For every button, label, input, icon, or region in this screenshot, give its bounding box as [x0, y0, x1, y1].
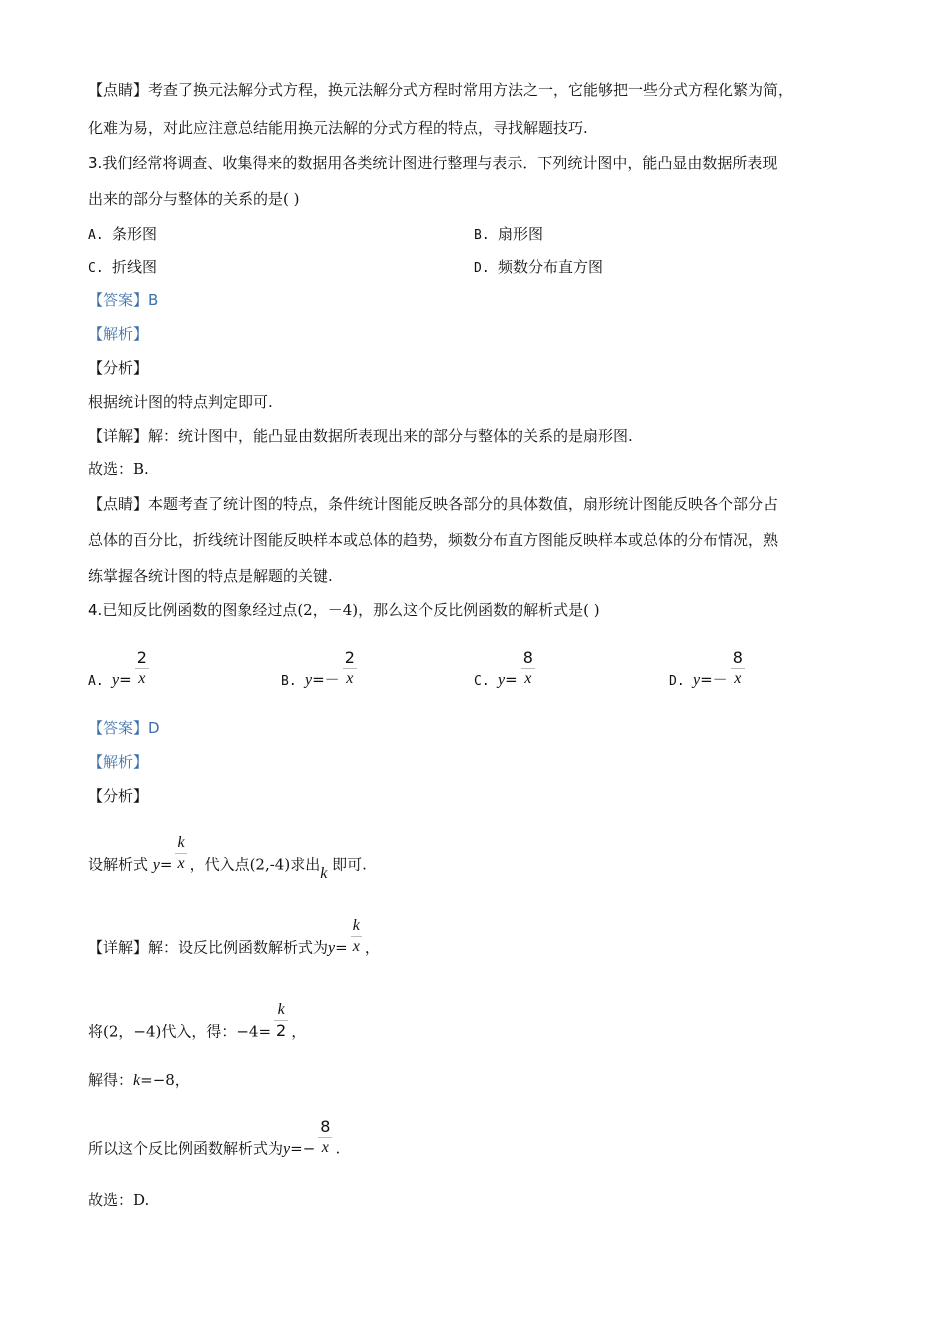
fraction: $\frac{2}{x}$: [344, 648, 355, 687]
fraction: $\frac{k}{x}$: [177, 834, 185, 872]
answer-value: D: [148, 719, 160, 737]
option-c: C. 折线图: [88, 258, 158, 276]
dianjing-tag: 【点睛】: [88, 495, 149, 513]
fraction: $\frac{8}{x}$: [320, 1117, 331, 1156]
fraction: $\frac{k}{x}$: [352, 917, 360, 955]
option-b: B. 扇形图: [474, 225, 544, 243]
choose-line: 故选：D.: [88, 1191, 150, 1209]
option-d: D. 频数分布直方图: [474, 258, 604, 276]
solve-line: 解得：k=−8，: [88, 1071, 190, 1089]
answer-line: [88, 718, 160, 738]
question-3-stem-line-2: 出来的部分与整体的关系的是( ): [88, 190, 300, 208]
jiexi-tag: 【解析】: [88, 753, 149, 771]
fraction: $\frac{2}{x}$: [136, 648, 147, 687]
option-a: A. y= $\frac{2}{x}$: [88, 648, 147, 689]
fenxi-text: 设解析式 y= $\frac{k}{x}$ ，代入点(2,-4)求出k 即可.: [88, 834, 367, 882]
dianjing-line-1: 【点睛】考查了换元法解分式方程，换元法解分式方程时常用方法之一，它能够把一些分式方程化繁为简，: [88, 81, 794, 99]
detail-line: 【详解】解：设反比例函数解析式为y= $\frac{k}{x}$ ，: [88, 917, 380, 957]
fenxi-tag: 【分析】: [88, 787, 149, 805]
dianjing-3-line-1: 【点睛】本题考查了统计图的特点，条件统计图能反映各部分的具体数值，扇形统计图能反映各个部分占: [88, 495, 779, 513]
fenxi-text: 根据统计图的特点判定即可.: [88, 393, 273, 411]
detail-line: 【详解】解：统计图中，能凸显由数据所表现出来的部分与整体的关系的是扇形图.: [88, 427, 633, 445]
dianjing-3-line-3: 练掌握各统计图的特点是解题的关键.: [88, 567, 333, 585]
fenxi-tag: 【分析】: [88, 359, 149, 377]
detail-tag: 【详解】: [88, 938, 149, 957]
fraction: $\frac{8}{x}$: [732, 648, 743, 687]
answer-tag: 【答案】: [88, 291, 149, 309]
fraction: $\frac{8}{x}$: [522, 648, 533, 687]
question-4-stem: 4.已知反比例函数的图象经过点(2，－4)，那么这个反比例函数的解析式是( ): [88, 601, 600, 619]
option-a: A. 条形图: [88, 225, 158, 243]
substitute-line: 将(2，−4)代入，得：−4= $\frac{k}{2}$ ，: [88, 1001, 307, 1041]
jiexi-tag: 【解析】: [88, 325, 149, 343]
question-number: 3: [88, 154, 98, 172]
answer-line: [88, 290, 158, 310]
dianjing-line-2: 化难为易，对此应注意总结能用换元法解的分式方程的特点，寻找解题技巧.: [88, 119, 588, 137]
option-b: B. y=－ $\frac{2}{x}$: [281, 648, 355, 689]
dianjing-3-line-2: 总体的百分比，折线统计图能反映样本或总体的趋势，频数分布直方图能反映样本或总体的分布情况，熟: [88, 531, 779, 549]
detail-tag: 【详解】: [88, 427, 149, 445]
result-line: 所以这个反比例函数解析式为y=− $\frac{8}{x}$ .: [88, 1117, 341, 1158]
fraction: $\frac{k}{2}$: [276, 1001, 287, 1040]
option-d: D. y=－ $\frac{8}{x}$: [669, 648, 743, 689]
question-3-stem-line-1: 3.我们经常将调查、收集得来的数据用各类统计图进行整理与表示．下列统计图中，能凸显由数据所表现: [88, 154, 778, 172]
option-c: C. y= $\frac{8}{x}$: [474, 648, 533, 689]
choose-line: 故选：B.: [88, 460, 149, 478]
dianjing-tag: 【点睛】: [88, 81, 149, 99]
answer-value: B: [148, 291, 159, 309]
question-number: 4: [88, 601, 98, 619]
answer-tag: 【答案】: [88, 719, 149, 737]
